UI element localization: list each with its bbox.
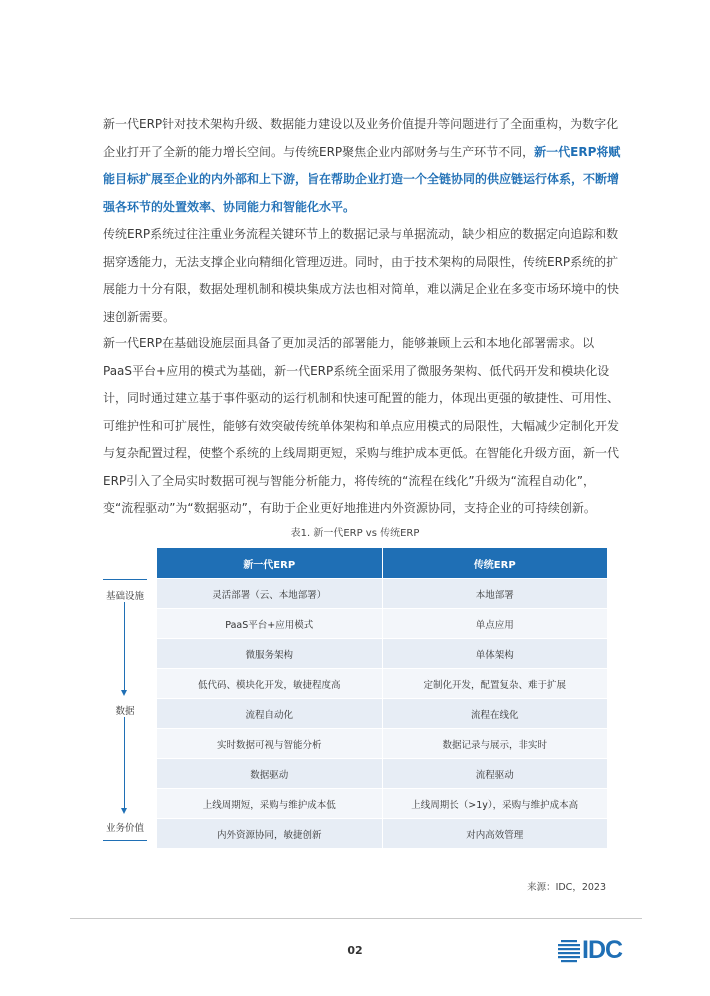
cell-new-erp: 低代码、模块化开发，敏捷程度高 bbox=[157, 669, 382, 699]
comparison-table bbox=[157, 548, 607, 848]
logo-text: IDC bbox=[582, 936, 623, 964]
side-label-business-value: 业务价值 bbox=[105, 823, 144, 834]
header-traditional-erp: 传统ERP bbox=[382, 548, 607, 579]
cell-new-erp: 数据驱动 bbox=[157, 759, 382, 789]
side-divider-top bbox=[103, 579, 147, 580]
table-row bbox=[157, 699, 607, 729]
cell-traditional-erp: 流程驱动 bbox=[382, 759, 607, 789]
header-new-erp: 新一代ERP bbox=[157, 548, 382, 579]
cell-traditional-erp: 流程在线化 bbox=[382, 699, 607, 729]
table-row bbox=[157, 789, 607, 819]
cell-new-erp: 流程自动化 bbox=[157, 699, 382, 729]
paragraph-intro bbox=[103, 111, 623, 221]
side-divider-bottom bbox=[103, 840, 147, 841]
table-caption: 表1. 新一代ERP vs 传统ERP bbox=[290, 528, 420, 539]
paragraph-new-erp: 新一代ERP在基础设施层面具备了更加灵活的部署能力，能够兼顾上云和本地化部署需求。以PaaS平台+应用的模式为基础，新一代ERP系统全面采用了微服务架构、低代码开发和模块化设计，同时通过建立基于事件驱动的运行机制和快速可配置的能力，体现出更强的敏捷性、可用性、可维护性和可扩展性，能够有效突破传统单体架构和单点应用模式的局限性，大幅减少定制化开发与复杂配置过程，使整个系统的上线周期更短，采购与维护成本更低。在智能化升级方面，新一代ERP引入了全局实时数据可视与智能分析能力，将传统的“流程在线化”升级为“流程自动化”，变“流程驱动”为“数据驱动”，有助于企业更好地推进内外资源协同，支持企业的可持续创新。 bbox=[103, 336, 620, 515]
globe-icon bbox=[558, 935, 580, 965]
cell-new-erp: 上线周期短，采购与维护成本低 bbox=[157, 789, 382, 819]
cell-new-erp: 微服务架构 bbox=[157, 639, 382, 669]
page-number: 02 bbox=[347, 944, 363, 957]
table-row bbox=[157, 609, 607, 639]
cell-traditional-erp: 单点应用 bbox=[382, 609, 607, 639]
paragraph-intro-text: 新一代ERP针对技术架构升级、数据能力建设以及业务价值提升等问题进行了全面重构，为数字化企业打开了全新的能力增长空间。与传统ERP聚焦企业内部财务与生产环节不同， bbox=[103, 117, 619, 159]
paragraph-intro-highlight: 新一代ERP将赋能目标扩展至企业的内外部和上下游，旨在帮助企业打造一个全链协同的供应链运行体系，不断增强各环节的处置效率、协同能力和智能化水平。 bbox=[103, 144, 621, 214]
cell-new-erp: 灵活部署（云、本地部署） bbox=[157, 579, 382, 609]
cell-traditional-erp: 单体架构 bbox=[382, 639, 607, 669]
source-note: 来源：IDC，2023 bbox=[527, 882, 606, 893]
down-arrow-icon bbox=[121, 808, 127, 814]
table-row bbox=[157, 669, 607, 699]
cell-traditional-erp: 本地部署 bbox=[382, 579, 607, 609]
paragraph-traditional-erp: 传统ERP系统过往注重业务流程关键环节上的数据记录与单据流动，缺少相应的数据定向追踪和数据穿透能力，无法支撑企业向精细化管理迈进。同时，由于技术架构的局限性，传统ERP系统的扩展能力十分有限，数据处理机制和模块集成方法也相对简单，难以满足企业在多变市场环境中的快速创新需要。 bbox=[103, 227, 620, 324]
table-row bbox=[157, 639, 607, 669]
side-arrow-line-1 bbox=[124, 602, 125, 692]
table-row bbox=[157, 579, 607, 609]
side-label-data: 数据 bbox=[115, 706, 135, 717]
side-arrow-line-2 bbox=[124, 717, 125, 811]
cell-traditional-erp: 数据记录与展示，非实时 bbox=[382, 729, 607, 759]
idc-logo bbox=[558, 935, 643, 965]
table-row bbox=[157, 759, 607, 789]
cell-traditional-erp: 定制化开发，配置复杂、难于扩展 bbox=[382, 669, 607, 699]
table-header-row bbox=[157, 548, 607, 579]
cell-traditional-erp: 对内高效管理 bbox=[382, 819, 607, 849]
cell-new-erp: 实时数据可视与智能分析 bbox=[157, 729, 382, 759]
table-row bbox=[157, 729, 607, 759]
table-row bbox=[157, 819, 607, 849]
side-label-infrastructure: 基础设施 bbox=[105, 591, 144, 602]
cell-new-erp: 内外资源协同，敏捷创新 bbox=[157, 819, 382, 849]
footer-divider bbox=[70, 918, 642, 919]
down-arrow-icon bbox=[121, 690, 127, 696]
cell-new-erp: PaaS平台+应用模式 bbox=[157, 609, 382, 639]
cell-traditional-erp: 上线周期长（>1y），采购与维护成本高 bbox=[382, 789, 607, 819]
